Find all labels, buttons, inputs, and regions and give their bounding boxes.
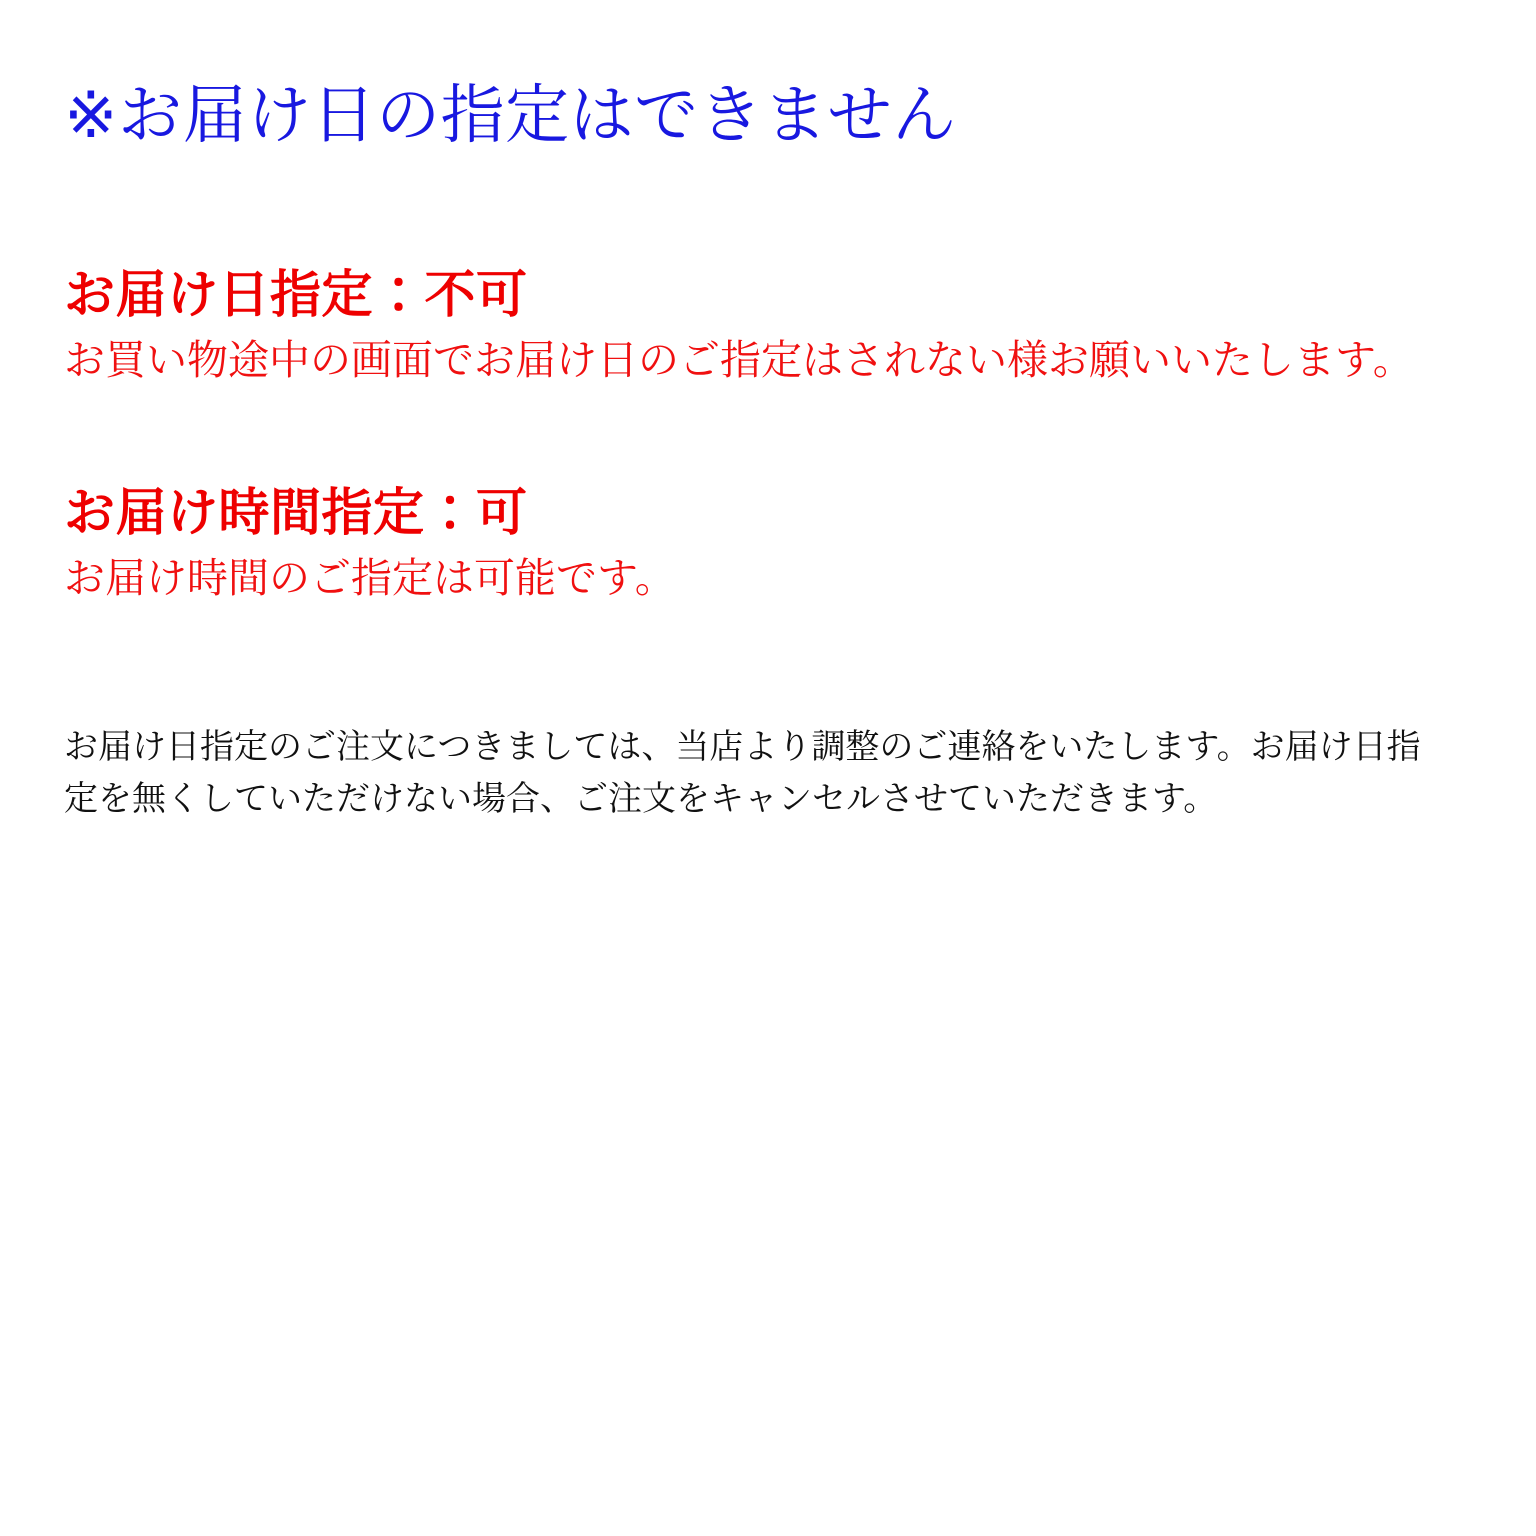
delivery-date-section bbox=[64, 264, 1472, 391]
page-title: ※お届け日の指定はできません bbox=[64, 79, 957, 151]
delivery-date-description: お買い物途中の画面でお届け日のご指定はされない様お願いいたします。 bbox=[64, 336, 1414, 383]
footnote-block bbox=[64, 721, 1454, 826]
delivery-date-heading: お届け日指定：不可 bbox=[64, 265, 528, 323]
delivery-time-description: お届け時間のご指定は可能です。 bbox=[64, 555, 676, 602]
footnote-text: お届け日指定のご注文につきましては、当店より調整のご連絡をいたします。お届け日指定を無くしていただけない場合、ご注文をキャンセルさせていただきます。 bbox=[64, 727, 1421, 819]
delivery-time-section bbox=[64, 482, 1472, 609]
delivery-time-heading: お届け時間指定：可 bbox=[64, 484, 528, 542]
